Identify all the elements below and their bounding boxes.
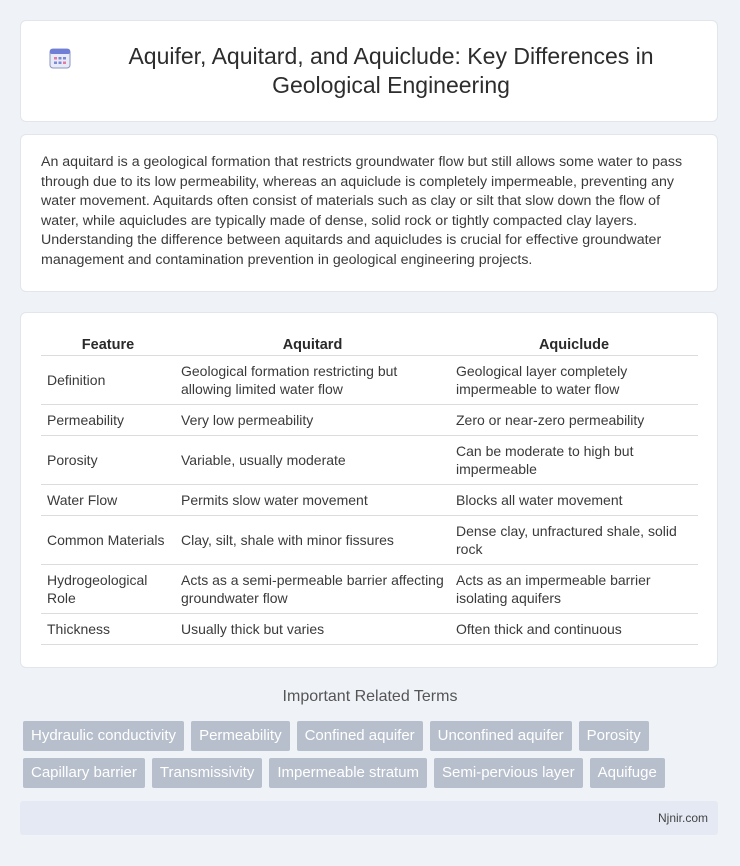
column-header-aquiclude: Aquiclude <box>450 333 698 356</box>
table-cell-feature: Permeability <box>41 405 175 436</box>
term-tag[interactable]: Aquifuge <box>590 758 665 788</box>
table-row <box>41 516 698 565</box>
title-card <box>20 20 718 122</box>
table-cell-aquitard: Very low permeability <box>175 405 450 436</box>
table-cell-aquitard: Geological formation restricting but allowing limited water flow <box>175 356 450 405</box>
table-row <box>41 405 698 436</box>
page-title: Aquifer, Aquitard, and Aquiclude: Key Differences in Geological Engineering <box>128 43 654 98</box>
table-cell-aquitard: Clay, silt, shale with minor fissures <box>175 516 450 565</box>
term-tag[interactable]: Hydraulic conductivity <box>23 721 184 751</box>
table-cell-feature: Common Materials <box>41 516 175 565</box>
table-row <box>41 565 698 614</box>
footer <box>20 801 718 835</box>
table-row <box>41 614 698 645</box>
calendar-icon <box>49 47 71 69</box>
term-tag[interactable]: Permeability <box>191 721 290 751</box>
intro-paragraph: An aquitard is a geological formation that restricts groundwater flow but still allows some water to pass through due to its low permeability, whereas an aquiclude is completely impermeable, preventing any water movement. Aquitards often consist of materials such as clay or silt that slow down the flow of water, while aquicludes are typically made of dense, solid rock or tightly compacted clay layers. Understanding the difference between aquitards and aquicludes is crucial for effective groundwater management and contamination prevention in geological engineering projects. <box>41 154 683 268</box>
term-tag[interactable]: Unconfined aquifer <box>430 721 572 751</box>
comparison-table-card <box>20 312 718 668</box>
table-header-row <box>41 333 698 356</box>
table-cell-aquitard: Permits slow water movement <box>175 485 450 516</box>
table-cell-aquitard: Acts as a semi-permeable barrier affecting groundwater flow <box>175 565 450 614</box>
term-tag[interactable]: Capillary barrier <box>23 758 145 788</box>
term-tag[interactable]: Transmissivity <box>152 758 262 788</box>
table-row <box>41 356 698 405</box>
table-cell-aquiclude: Zero or near-zero permeability <box>450 405 698 436</box>
table-cell-aquiclude: Acts as an impermeable barrier isolating aquifers <box>450 565 698 614</box>
term-tag[interactable]: Semi-pervious layer <box>434 758 583 788</box>
table-cell-aquiclude: Can be moderate to high but impermeable <box>450 436 698 485</box>
table-cell-aquiclude: Often thick and continuous <box>450 614 698 645</box>
table-cell-feature: Porosity <box>41 436 175 485</box>
table-cell-feature: Thickness <box>41 614 175 645</box>
table-cell-feature: Definition <box>41 356 175 405</box>
table-cell-aquitard: Usually thick but varies <box>175 614 450 645</box>
column-header-aquitard: Aquitard <box>175 333 450 356</box>
term-tag[interactable]: Impermeable stratum <box>269 758 427 788</box>
table-cell-feature: Water Flow <box>41 485 175 516</box>
column-header-feature: Feature <box>41 333 175 356</box>
comparison-table <box>41 333 698 645</box>
related-terms-list <box>23 721 723 795</box>
table-cell-feature: Hydrogeological Role <box>41 565 175 614</box>
table-cell-aquitard: Variable, usually moderate <box>175 436 450 485</box>
table-cell-aquiclude: Blocks all water movement <box>450 485 698 516</box>
table-row <box>41 485 698 516</box>
related-terms-heading: Important Related Terms <box>282 688 458 705</box>
intro-card <box>20 134 718 292</box>
table-cell-aquiclude: Geological layer completely impermeable to water flow <box>450 356 698 405</box>
footer-site-link[interactable]: Njnir.com <box>657 811 708 825</box>
term-tag[interactable]: Porosity <box>579 721 649 751</box>
table-cell-aquiclude: Dense clay, unfractured shale, solid rock <box>450 516 698 565</box>
table-row <box>41 436 698 485</box>
term-tag[interactable]: Confined aquifer <box>297 721 423 751</box>
